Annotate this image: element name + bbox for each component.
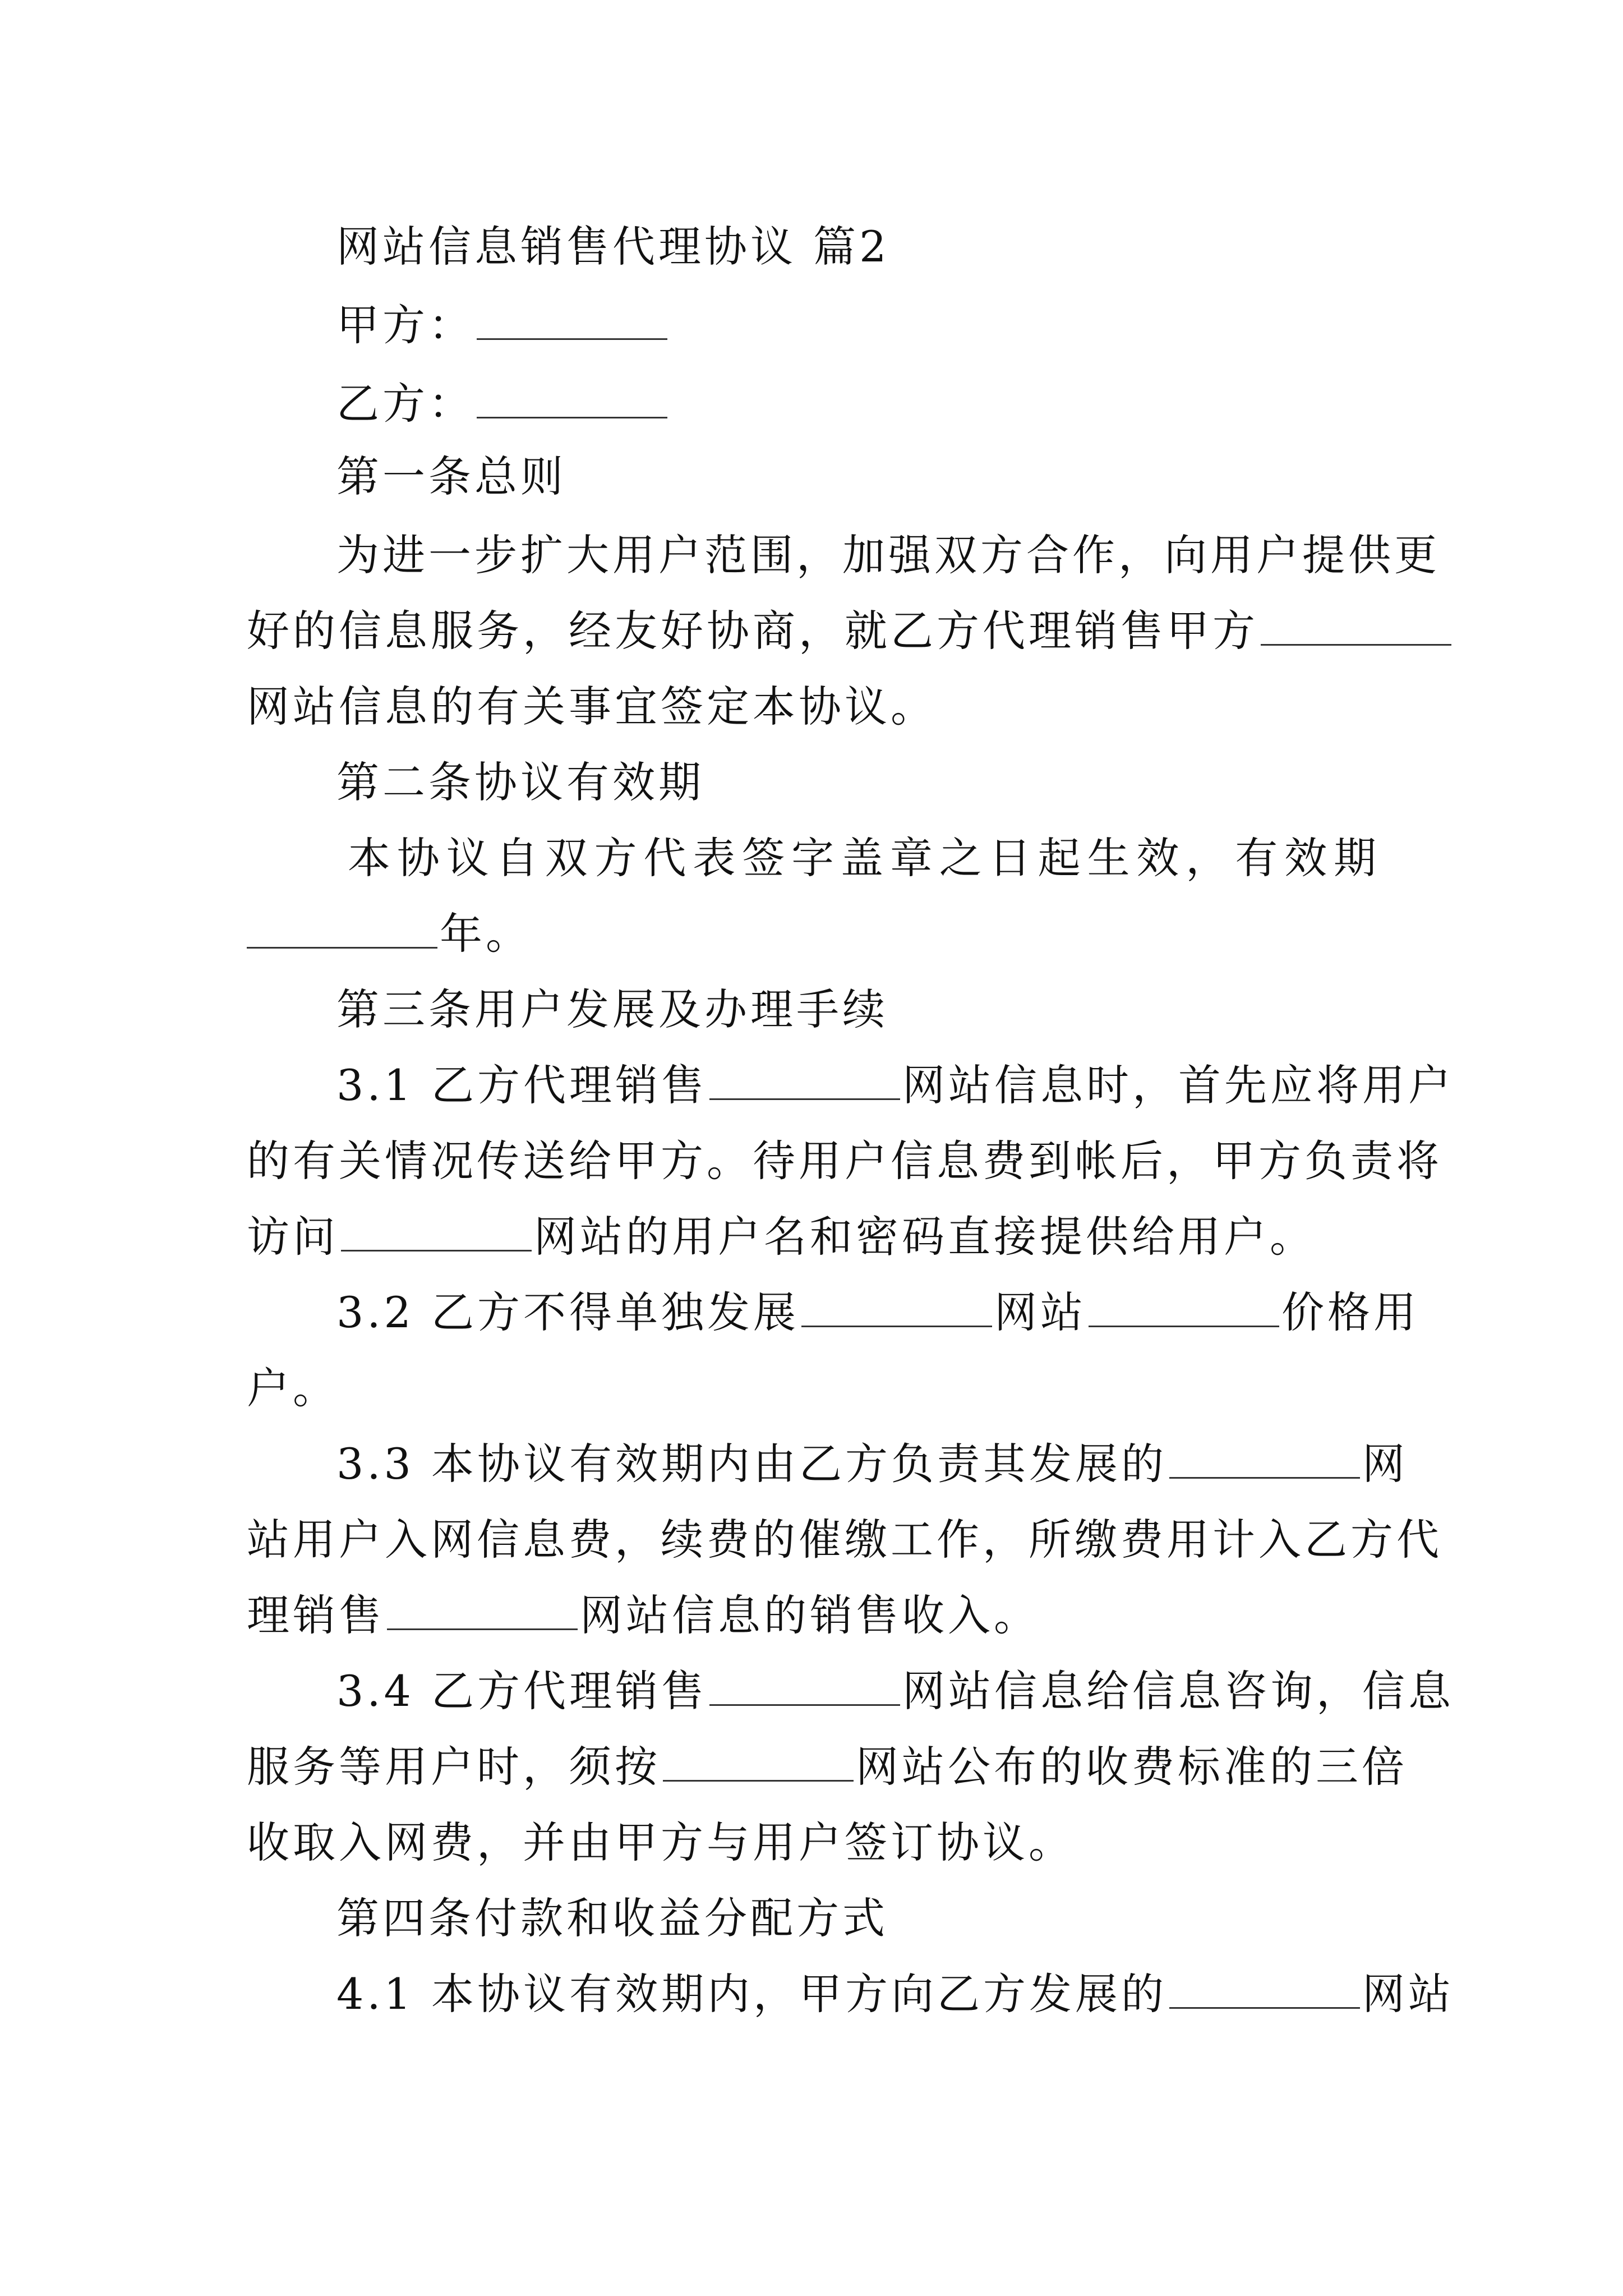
section-3-3-line-1: 3.3 本协议有效期内由乙方负责其发展的 网 — [336, 1439, 1409, 1489]
section-3-1-line-3: 访问 网站的用户名和密码直接提供给用户。 — [247, 1212, 1316, 1262]
article-2-line-2: 年。 — [247, 906, 1380, 962]
party-a-blank — [477, 305, 667, 340]
section-3-2-blank-2 — [1089, 1292, 1279, 1327]
section-3-1-blank-2 — [341, 1216, 532, 1251]
section-3-1-line-1: 3.1 乙方代理销售 网站信息时，首先应将用户 — [336, 1060, 1455, 1110]
section-3-3-line-3: 理销售 网站信息的销售收入。 — [247, 1590, 1040, 1640]
article-4-heading: 第四条付款和收益分配方式 — [336, 1893, 888, 1943]
section-3-3-line-2: 站用户入网信息费，续费的催缴工作，所缴费用计入乙方代 — [247, 1515, 1442, 1565]
section-3-3-blank-1 — [1169, 1443, 1360, 1479]
party-a-line: 甲方： — [336, 297, 1380, 353]
section-4-1-line-1: 4.1 本协议有效期内，甲方向乙方发展的 网站 — [336, 1969, 1455, 2019]
article-3-heading: 第三条用户发展及办理手续 — [336, 984, 888, 1034]
document-title: 网站信息销售代理协议 篇2 — [336, 222, 890, 272]
article-2-heading: 第二条协议有效期 — [336, 757, 704, 807]
section-3-2-blank-1 — [801, 1292, 992, 1327]
section-3-2-line-1: 3.2 乙方不得单独发展 网站 价格用 — [336, 1287, 1420, 1337]
section-3-4-line-1: 3.4 乙方代理销售 网站信息给信息咨询，信息 — [336, 1666, 1455, 1716]
section-3-3-blank-2 — [387, 1595, 578, 1630]
section-4-1-blank-1 — [1169, 1973, 1360, 2009]
party-b-blank — [477, 383, 667, 418]
article-1-line-3: 网站信息的有关事宜签定本协议。 — [247, 682, 937, 731]
section-3-4-line-3: 收取入网费，并由甲方与用户签订协议。 — [247, 1818, 1075, 1867]
section-3-2-line-2: 户。 — [247, 1363, 339, 1413]
article-2-blank — [247, 913, 437, 949]
party-b-line: 乙方： — [336, 376, 1380, 432]
article-1-line-1: 为进一步扩大用户范围，加强双方合作，向用户提供更 — [336, 530, 1440, 580]
article-1-blank — [1261, 610, 1451, 646]
article-1-heading: 第一条总则 — [336, 452, 566, 501]
section-3-4-blank-2 — [663, 1746, 854, 1782]
section-3-1-blank-1 — [709, 1065, 900, 1100]
section-3-4-blank-1 — [709, 1671, 900, 1706]
article-2-line-1: 本协议自双方代表签字盖章之日起生效，有效期 — [348, 833, 1380, 883]
section-3-1-line-2: 的有关情况传送给甲方。待用户信息费到帐后，甲方负责将 — [247, 1136, 1442, 1186]
section-3-4-line-2: 服务等用户时，须按 网站公布的收费标准的三倍 — [247, 1742, 1408, 1792]
article-1-line-2: 好的信息服务，经友好协商，就乙方代理销售甲方 — [247, 603, 1380, 659]
